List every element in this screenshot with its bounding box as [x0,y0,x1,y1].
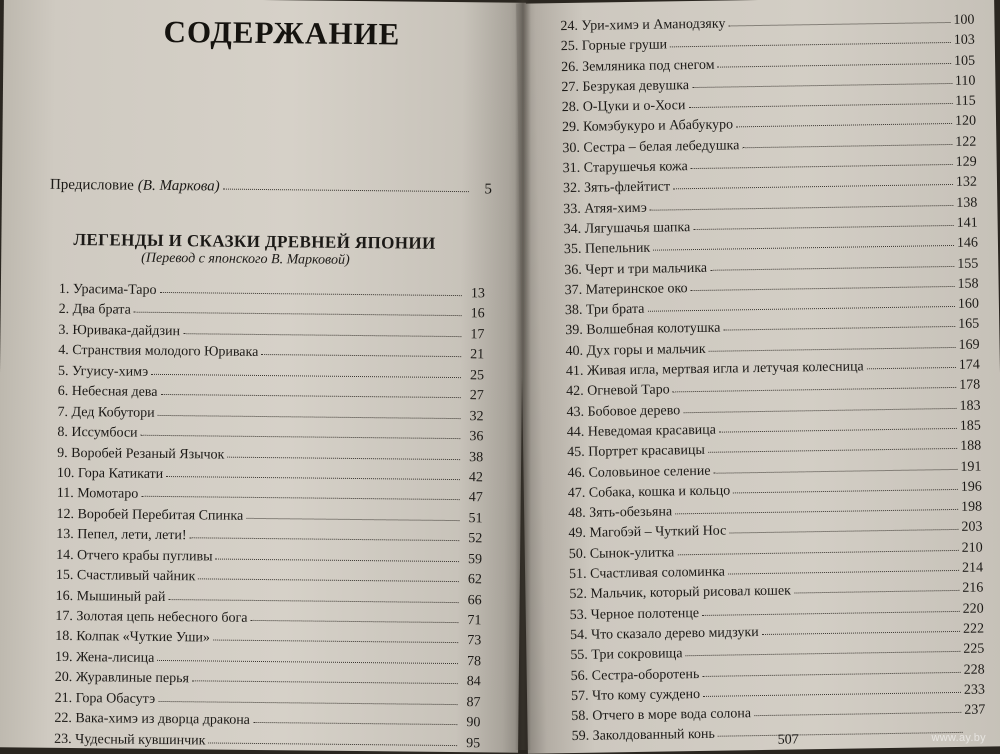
toc-entry-title: 10. Гора Катикати [57,464,163,485]
toc-entry-page: 38 [463,448,483,468]
toc-entry-title: 38. Три брата [565,300,645,321]
toc-entry-page: 228 [964,660,985,680]
leader-dots [160,382,460,398]
toc-entry-page: 47 [463,488,483,508]
toc-entry-page: 158 [957,274,978,294]
toc-entry-title: 29. Комэбукуро и Абабукуро [562,116,733,139]
leader-dots [141,423,461,439]
toc-entry-page: 103 [954,31,975,51]
toc-entry-page: 237 [964,701,985,721]
preface-entry [50,176,492,199]
toc-entry-title: 16. Мышиный рай [56,586,166,607]
leader-dots [708,436,958,453]
toc-entry-page: 42 [463,468,483,488]
toc-entry-title: 32. Зять-флейтист [563,178,670,200]
toc-entry-page: 160 [958,295,979,315]
leader-dots [141,484,460,500]
toc-entry-page: 87 [460,693,480,713]
toc-entry-title: 5. Угуису-химэ [58,362,148,383]
toc-entry-page: 95 [460,734,480,753]
preface-author: (В. Маркова) [138,178,220,196]
leader-dots [253,710,458,725]
toc-entry-title: 58. Отчего в море вода солона [571,704,751,727]
toc-entry-title: 19. Жена-лисица [55,648,155,669]
leader-dots [158,689,458,705]
toc-entry-page: 84 [461,672,481,692]
toc-entry-title: 42. Огневой Таро [566,381,670,403]
toc-entry-title: 27. Безрукая девушка [561,76,689,98]
toc-entry-page: 110 [955,71,976,91]
toc-entry-page: 188 [960,437,981,457]
toc-entry-title: 30. Сестра – белая лебедушка [562,136,739,159]
toc-entry-title: 49. Магобэй – Чуткий Нос [568,522,726,544]
leader-dots [794,578,960,594]
leader-dots [213,628,458,644]
right-page [516,0,1000,754]
toc-entry-title: 15. Счастливый чайник [56,566,196,587]
leader-dots [192,669,458,685]
leader-dots [728,558,959,575]
toc-entry-title: 40. Дух горы и мальчик [565,340,705,362]
toc-entry-page: 16 [465,305,485,325]
toc-entry-page: 196 [961,477,982,497]
toc-entry-title: 33. Атяя-химэ [563,198,647,219]
toc-entry-page: 225 [963,640,984,660]
toc-entry-title: 50. Сынок-улитка [569,543,675,565]
toc-entry-title: 36. Черт и три мальчика [564,258,707,280]
toc-entry-page: 71 [461,611,481,631]
toc-entry-title: 24. Ури-химэ и Аманодзяку [560,15,725,38]
toc-entry-title: 2. Два брата [59,300,131,321]
leader-dots [190,526,460,542]
leader-dots [728,10,950,26]
toc-entry-title: 9. Воробей Резаный Язычок [57,443,224,465]
toc-entry-page: 233 [964,680,985,700]
toc-entry-title: 53. Черное полотенце [570,604,700,626]
leader-dots [198,566,459,582]
leader-dots [208,730,457,746]
leader-dots [688,91,952,108]
page-title: СОДЕРЖАНИЕ [163,14,400,52]
toc-entry-title: 43. Бобовое дерево [566,401,680,423]
toc-entry-page: 32 [463,407,483,427]
toc-entry-title: 18. Колпак «Чуткие Уши» [55,627,210,649]
toc-entry-page: 141 [956,214,977,234]
toc-entry-title: 12. Воробей Перебитая Спинка [56,505,243,527]
leader-dots [183,321,461,337]
toc-entry-page: 52 [462,529,482,549]
leader-dots [692,71,952,88]
toc-entry-title: 48. Зять-обезьяна [568,503,672,525]
toc-entry-title: 51. Счастливая соломинка [569,563,725,585]
toc-entry-page: 100 [953,11,974,31]
toc-entry-title: 35. Пепельник [564,239,650,260]
toc-entry-page: 222 [963,619,984,639]
leader-dots [867,355,956,369]
toc-entry-title: 7. Дед Кобутори [57,402,154,423]
toc-entry-title: 55. Три сокровища [570,644,682,666]
leader-dots [160,280,462,296]
leader-dots [736,111,952,127]
toc-entry-title: 17. Золотая цепь небесного бога [55,607,247,629]
toc-entry-page: 198 [961,498,982,518]
toc-entry-title: 59. Заколдованный конь [572,725,716,747]
toc-entry-page: 169 [958,335,979,355]
leader-dots [691,152,953,169]
leader-dots [723,314,955,331]
toc-entry-page: 129 [956,153,977,173]
toc-entry-title: 46. Соловьиное селение [567,461,710,483]
leader-dots [762,619,961,635]
leader-dots [250,608,458,623]
toc-entry-title: 34. Лягушачья шапка [564,218,691,240]
leader-dots [719,416,957,433]
leader-dots [729,517,958,534]
toc-entry-title: 54. Что сказало дерево мидзуки [570,623,759,646]
toc-entry-title: 44. Неведомая красавица [567,421,716,443]
leader-dots [157,648,458,664]
toc-entry-title: 13. Пепел, лети, лети! [56,525,187,546]
toc-entry-page: 120 [955,112,976,132]
toc-entry-title: 31. Старушечья кожа [563,157,688,179]
toc-entry-title: 47. Собака, кошка и кольцо [568,481,731,504]
toc-entry-title: 26. Земляника под снегом [561,55,715,77]
toc-entry-page: 13 [465,284,485,304]
leader-dots [717,51,951,68]
leader-dots [718,720,963,737]
toc-entry-page: 210 [962,538,983,558]
toc-entry-page: 185 [960,416,981,436]
toc-entry-page: 155 [957,254,978,274]
leader-dots [710,254,954,271]
section-subtitle: (Перевод с японского В. Марковой) [141,251,350,269]
page-number: 507 [778,732,799,748]
toc-entry-title: 14. Отчего крабы пугливы [56,546,213,568]
toc-entry-page: 138 [956,193,977,213]
preface-page: 5 [472,181,492,198]
toc-entry-page: 25 [464,366,484,386]
toc-entry-page: 36 [463,427,483,447]
leader-dots [246,506,459,521]
toc-entry-title: 57. Что кому суждено [571,685,700,707]
toc-entry-title: 23. Чудесный кувшинчик [54,729,206,751]
toc-entry-title: 6. Небесная дева [58,382,158,403]
leader-dots [733,477,958,494]
toc-entry-title: 52. Мальчик, который рисовал кошек [569,582,791,605]
leader-dots [713,456,957,473]
leader-dots [166,464,460,480]
toc-entry-page: 27 [464,386,484,406]
leader-dots [742,132,952,148]
toc-entry-page: 122 [955,132,976,152]
toc-entry-page: 17 [464,325,484,345]
toc-entry-page: 51 [462,509,482,529]
toc-entry-page: 191 [960,457,981,477]
toc-entry-page: 21 [464,345,484,365]
toc-entry-title: 1. Урасима-Таро [59,280,157,301]
leader-dots [703,680,961,697]
toc-entry-page: 146 [957,234,978,254]
toc-entry-title: 20. Журавлиные перья [55,668,189,689]
leader-dots [702,599,960,616]
toc-entry-title: 39. Волшебная колотушка [565,319,720,341]
leader-dots [702,659,961,676]
toc-list-left [54,280,485,753]
toc-entry-page: 78 [461,652,481,672]
leader-dots [754,700,961,716]
leader-dots [134,300,462,316]
toc-entry-title: 28. О-Цуки и о-Хоси [562,96,686,118]
toc-entry-page: 178 [959,376,980,396]
leader-dots [693,213,954,230]
toc-entry-title: 8. Иссумбоси [57,423,137,444]
leader-dots [151,362,461,378]
preface-label: Предисловие [50,177,134,195]
toc-entry-title: 41. Живая игла, мертвая игла и летучая колесница [566,357,864,382]
toc-entry-page: 214 [962,559,983,579]
leader-dots [227,444,460,459]
toc-entry-page: 59 [462,550,482,570]
toc-entry-page: 105 [954,51,975,71]
leader-dots [158,403,461,419]
toc-entry-title: 56. Сестра-оборотень [571,665,700,687]
leader-dots [216,546,460,562]
toc-entry-page: 132 [956,173,977,193]
toc-entry-page: 183 [959,396,980,416]
toc-entry-title: 11. Момотаро [57,484,139,505]
toc-entry-page: 216 [962,579,983,599]
leader-dots [261,342,461,357]
toc-entry-page: 165 [958,315,979,335]
toc-entry-title: 21. Гора Обасутэ [54,689,155,710]
toc-entry-page: 220 [963,599,984,619]
toc-entry-title: 37. Материнское око [564,279,687,301]
toc-entry-page: 115 [955,92,976,112]
toc-entry-title: 25. Горные груши [561,36,668,58]
toc-list-right [560,11,985,748]
watermark: www.ay.by [932,732,986,744]
leader-dots [168,587,458,603]
section-title: ЛЕГЕНДЫ И СКАЗКИ ДРЕВНЕЙ ЯПОНИИ [73,230,436,254]
toc-entry-title: 22. Вака-химэ из дворца дракона [54,709,250,731]
leader-dots [223,177,469,193]
toc-entry [54,729,480,752]
toc-entry-page: 90 [460,713,480,733]
leader-dots [709,335,956,352]
toc-entry-page: 203 [961,518,982,538]
toc-entry-title: 3. Юривака-дайдзин [58,321,180,342]
toc-entry-page: 73 [461,632,481,652]
toc-entry-page: 66 [462,591,482,611]
toc-entry-title: 4. Странствия молодого Юривака [58,341,258,363]
toc-entry-page: 62 [462,570,482,590]
leader-dots [690,274,954,291]
toc-entry-title: 45. Портрет красавицы [567,441,705,463]
toc-entry-page: 174 [959,356,980,376]
